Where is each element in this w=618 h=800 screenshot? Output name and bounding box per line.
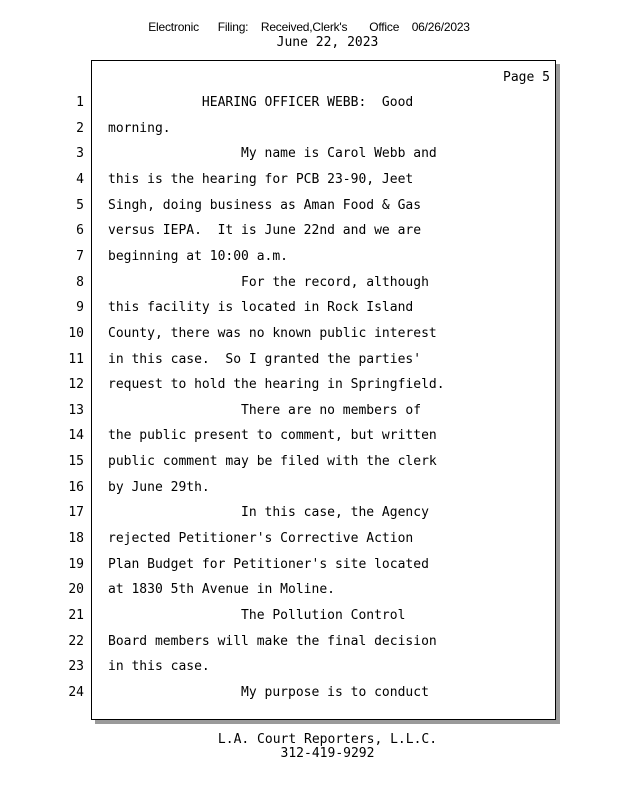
- line-number: 2: [76, 121, 84, 136]
- line-number: 7: [76, 249, 84, 264]
- line-number: 23: [68, 659, 84, 674]
- line-text: County, there was no known public interest: [108, 326, 437, 341]
- line-number: 12: [68, 377, 84, 392]
- line-number: 18: [68, 531, 84, 546]
- line-number: 1: [76, 95, 84, 110]
- line-number: 8: [76, 275, 84, 290]
- line-text: rejected Petitioner's Corrective Action: [108, 531, 414, 546]
- line-number: 9: [76, 300, 84, 315]
- line-text: Board members will make the final decision: [108, 634, 437, 649]
- line-text: For the record, although: [108, 275, 429, 290]
- line-number: 4: [76, 172, 84, 187]
- line-number: 22: [68, 634, 84, 649]
- page-number: Page 5: [503, 70, 550, 85]
- line-text: Plan Budget for Petitioner's site located: [108, 557, 429, 572]
- line-text: There are no members of: [108, 403, 422, 418]
- line-text: public comment may be filed with the clerk: [108, 454, 437, 469]
- line-text: My name is Carol Webb and: [108, 146, 437, 161]
- footer-company: L.A. Court Reporters, L.L.C.: [217, 732, 438, 747]
- line-number: 24: [68, 685, 84, 700]
- line-number: 16: [68, 480, 84, 495]
- line-text: In this case, the Agency: [108, 505, 429, 520]
- line-text: My purpose is to conduct: [108, 685, 429, 700]
- line-text: beginning at 10:00 a.m.: [108, 249, 289, 264]
- line-text: morning.: [108, 121, 171, 136]
- line-text: HEARING OFFICER WEBB: Good: [108, 95, 414, 110]
- line-text: this facility is located in Rock Island: [108, 300, 414, 315]
- line-text: by June 29th.: [108, 480, 210, 495]
- line-number: 13: [68, 403, 84, 418]
- line-text: the public present to comment, but written: [108, 428, 437, 443]
- line-number: 15: [68, 454, 84, 469]
- line-text: request to hold the hearing in Springfield.: [108, 377, 445, 392]
- line-text: versus IEPA. It is June 22nd and we are: [108, 223, 422, 238]
- line-number: 10: [68, 326, 84, 341]
- line-number: 3: [76, 146, 84, 161]
- transcript-date: June 22, 2023: [276, 35, 379, 50]
- line-number: 5: [76, 198, 84, 213]
- line-text: at 1830 5th Avenue in Moline.: [108, 582, 335, 597]
- footer-phone: 312-419-9292: [280, 746, 375, 761]
- line-number: 20: [68, 582, 84, 597]
- line-number: 14: [68, 428, 84, 443]
- line-number: 21: [68, 608, 84, 623]
- line-number: 6: [76, 223, 84, 238]
- line-number: 11: [68, 352, 84, 367]
- line-number: 19: [68, 557, 84, 572]
- line-text: Singh, doing business as Aman Food & Gas: [108, 198, 422, 213]
- line-text: in this case.: [108, 659, 210, 674]
- filing-stamp: Electronic Filing: Received,Clerk's Office 06/26/2023: [148, 20, 470, 34]
- line-text: in this case. So I granted the parties': [108, 352, 422, 367]
- line-number: 17: [68, 505, 84, 520]
- line-text: this is the hearing for PCB 23-90, Jeet: [108, 172, 414, 187]
- line-text: The Pollution Control: [108, 608, 406, 623]
